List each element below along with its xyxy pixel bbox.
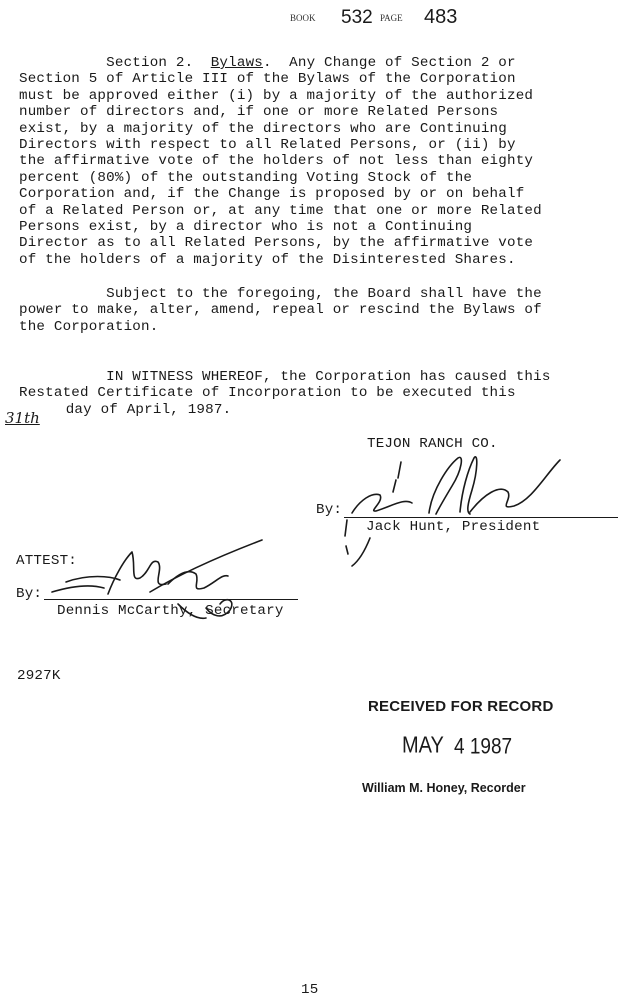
witness-line-date: 31th day of April, 1987.: [5, 401, 232, 427]
received-month: MAY: [402, 733, 444, 759]
section-2-line: exist, by a majority of the directors who are Continuing: [19, 120, 507, 137]
section-2-paragraph: [19, 55, 619, 268]
section-2-line: of a Related Person or, at any time that one or more Related: [19, 202, 542, 219]
book-page-header: [290, 6, 458, 30]
section-2-line: Corporation and, if the Change is proposed by or on behalf: [19, 186, 525, 203]
section-2-line: of the holders of a majority of the Disinterested Shares.: [19, 251, 516, 268]
book-number: 532: [341, 7, 373, 28]
section-2-label: Section 2.: [106, 55, 194, 71]
page-number-header: 483: [424, 6, 458, 28]
president-by-label: By:: [316, 502, 343, 518]
subject-line: Subject to the foregoing, the Board shall have the: [19, 286, 542, 302]
subject-line: the Corporation.: [19, 318, 159, 335]
received-day-year: 4 1987: [454, 735, 513, 760]
received-for-record-text: RECEIVED FOR RECORD: [368, 698, 554, 715]
witness-line: IN WITNESS WHEREOF, the Corporation has caused this: [19, 369, 551, 385]
section-2-line: Section 5 of Article III of the Bylaws of the Corporation: [19, 71, 516, 88]
section-2-line: Persons exist, by a director who is not a Continuing: [19, 219, 473, 236]
section-2-line: percent (80%) of the outstanding Voting Stock of the: [19, 169, 473, 186]
secretary-name: Dennis McCarthy, Secretary: [57, 603, 284, 619]
section-2-line: the affirmative vote of the holders of not less than eighty: [19, 153, 534, 170]
attest-label: ATTEST:: [16, 553, 77, 569]
section-2-line: must be approved either (i) by a majority of the authorized: [19, 87, 534, 104]
subject-line: power to make, alter, amend, repeal or rescind the Bylaws of: [19, 302, 542, 319]
president-name: Jack Hunt, President: [366, 519, 541, 535]
section-2-line: Directors with respect to all Related Persons, or (ii) by: [19, 137, 516, 154]
page-number-footer: 15: [301, 982, 319, 998]
handwritten-day: 31th: [5, 408, 40, 427]
president-signature-line: [344, 517, 618, 518]
company-name: TEJON RANCH CO.: [367, 436, 498, 452]
book-label: BOOK: [290, 13, 316, 23]
section-2-line: number of directors and, if one or more Related Persons: [19, 104, 499, 121]
section-2-line: Director as to all Related Persons, by the affirmative vote: [19, 235, 534, 252]
witness-line: Restated Certificate of Incorporation to be executed this: [19, 385, 516, 402]
section-2-first-line: Section 2. Bylaws. Any Change of Section 2 or: [106, 55, 516, 71]
subject-paragraph: [19, 286, 619, 335]
recorder-name: William M. Honey, Recorder: [362, 781, 526, 795]
page-label: PAGE: [380, 13, 403, 23]
section-2-heading: Bylaws: [210, 55, 264, 71]
document-code: 2927K: [17, 668, 61, 684]
witness-paragraph: [5, 369, 619, 427]
secretary-signature-line: [44, 599, 298, 600]
recording-stamp: [360, 692, 600, 812]
attest-by-label: By:: [16, 586, 43, 602]
